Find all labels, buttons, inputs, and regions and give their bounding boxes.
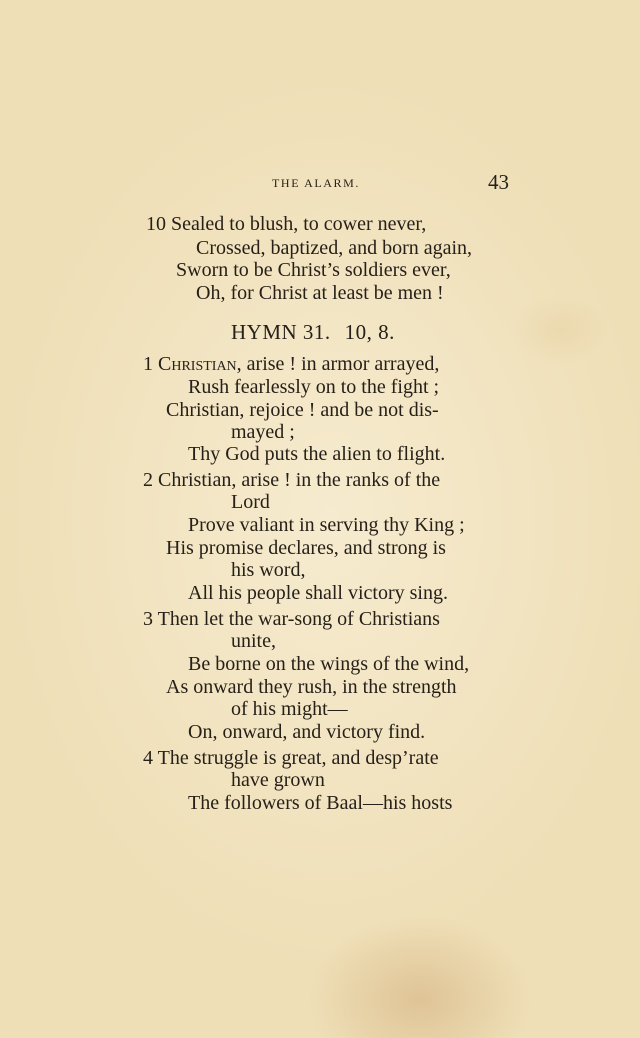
stanza-2-line-1: 2 Christian, arise ! in the ranks of the bbox=[143, 469, 441, 491]
stanza-1-first-rest: arise ! in armor arrayed, bbox=[241, 353, 440, 375]
hymn-number: HYMN 31. bbox=[231, 320, 331, 344]
stanza-4-line-3: The followers of Baal—his hosts bbox=[188, 792, 453, 814]
stanza-4-line-2: have grown bbox=[231, 769, 325, 791]
page-number: 43 bbox=[488, 170, 509, 194]
stanza-3-line-5: of his might— bbox=[231, 698, 348, 720]
stanza-2-line-2: Lord bbox=[231, 491, 270, 513]
stanza-10-line-2: Crossed, baptized, and born again, bbox=[196, 237, 473, 259]
stanza-3-line-3: Be borne on the wings of the wind, bbox=[188, 653, 470, 675]
stanza-1-line-4: mayed ; bbox=[231, 421, 295, 443]
stanza-3-line-2: unite, bbox=[231, 630, 276, 652]
hymn-meter: 10, 8. bbox=[344, 320, 395, 344]
stanza-10-line-3: Sworn to be Christ’s soldiers ever, bbox=[176, 259, 451, 281]
stanza-2-line-4: His promise declares, and strong is bbox=[166, 537, 446, 559]
running-title: THE ALARM. bbox=[272, 176, 360, 190]
stanza-3-line-1: 3 Then let the war-song of Christians bbox=[143, 608, 440, 630]
stanza-3-line-4: As onward they rush, in the strength bbox=[166, 676, 457, 698]
hymn-heading bbox=[231, 320, 395, 345]
stanza-1-line-2: Rush fearlessly on to the fight ; bbox=[188, 376, 440, 398]
stanza-2-line-6: All his people shall victory sing. bbox=[188, 582, 448, 604]
stanza-1-first-word: Christian, bbox=[158, 353, 242, 375]
stanza-1-number: 1 bbox=[143, 353, 153, 375]
stanza-10-line-1: 10 Sealed to blush, to cower never, bbox=[146, 213, 427, 235]
stanza-2-line-5: his word, bbox=[231, 559, 306, 581]
stanza-3-line-6: On, onward, and victory find. bbox=[188, 721, 426, 743]
stanza-4-line-1: 4 The struggle is great, and desp’rate bbox=[143, 747, 439, 769]
stanza-10-line-4: Oh, for Christ at least be men ! bbox=[196, 282, 444, 304]
stanza-2-line-3: Prove valiant in serving thy King ; bbox=[188, 514, 465, 536]
stanza-1-line-5: Thy God puts the alien to flight. bbox=[188, 443, 446, 465]
stanza-1-line-3: Christian, rejoice ! and be not dis- bbox=[166, 399, 439, 421]
stanza-1-line-1 bbox=[143, 354, 439, 374]
